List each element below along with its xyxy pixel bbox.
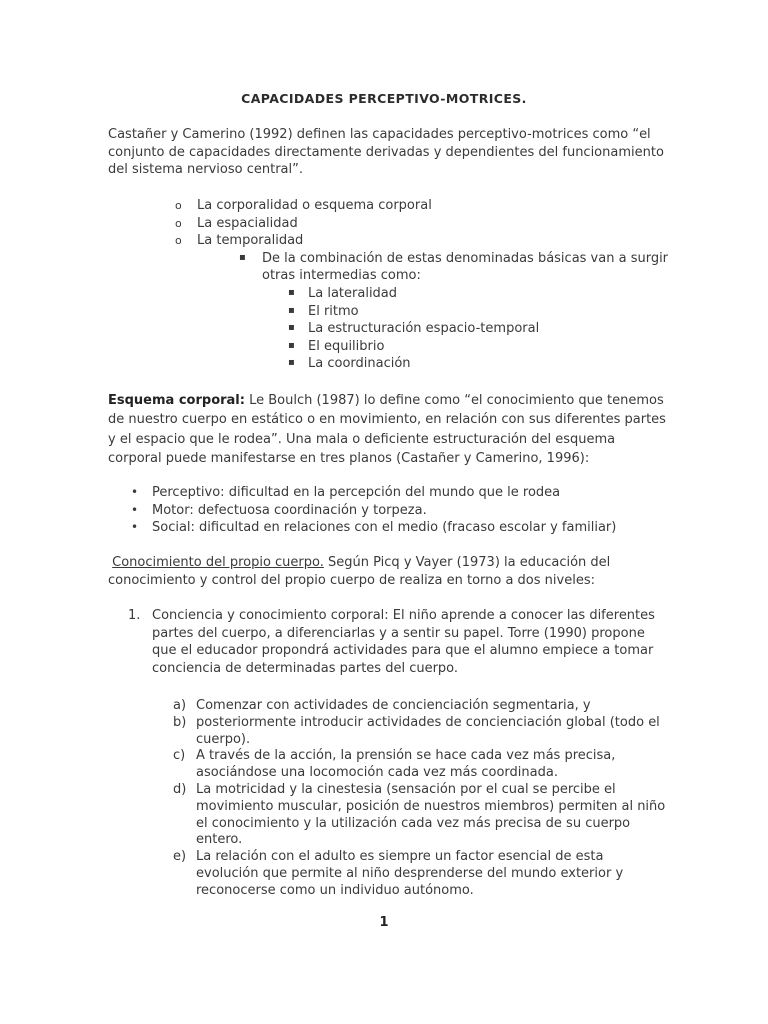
list-item: ▪ De la combinación de estas denominadas básicas van a surgir otras intermedias como: ▪ La lateralidad ▪ El ritmo ▪ La estructuración espacio-temporal ▪ El equilibrio ▪ La coordinación [240,250,696,373]
levels-list [128,607,668,677]
list-item: ▪ La coordinación [288,356,411,372]
square-bullet-icon: ▪ [288,339,295,351]
page-title: CAPACIDADES PERCEPTIVO-MOTRICES. [241,91,527,106]
list-item: b) posteriormente introducir actividades de concienciación global (todo el cuerpo). [173,714,660,747]
list-item: o La corporalidad o esquema corporal [175,198,432,213]
list-item: ▪ El ritmo [288,303,359,319]
esquema-corporal-paragraph [108,391,668,468]
list-item: ▪ La estructuración espacio-temporal [288,321,540,337]
sub-items-list [173,698,668,900]
intro-paragraph [108,126,668,179]
circle-bullet-icon: o [175,216,182,230]
esquema-text: Le Boulch (1987) lo define como “el conocimiento que tenemos de nuestro cuerpo en estático o en movimiento, en relación con sus diferentes partes y el espacio que le rodea”. Una mala o deficiente estructuración del esquema corporal puede manifestarse en tres planos (Castañer y Camerino, 1996): [108,393,666,466]
conocimiento-heading: Conocimiento del propio cuerpo. [112,555,324,570]
square-bullet-icon: ▪ [288,304,295,316]
dot-bullet-icon: • [131,502,139,517]
square-bullet-icon: ▪ [288,322,295,334]
intro-text: Castañer y Camerino (1992) definen las capacidades perceptivo-motrices como “el conjunto de capacidades directamente derivadas y dependientes del funcionamiento del sistema nervioso central”. [108,127,664,178]
list-item: e) La relación con el adulto es siempre un factor esencial de esta evolución que permite al niño desprenderse del mundo exterior y reconocerse como un individuo autónomo. [173,849,624,898]
conocimiento-text: Según Picq y Vayer (1973) la educación del conocimiento y control del propio cuerpo de realiza en torno a dos niveles: [108,555,611,588]
list-item: • Social: dificultad en relaciones con el medio (fracaso escolar y familiar) [131,520,617,536]
basic-capacities-list [176,197,696,373]
list-item: ▪ El equilibrio [288,338,385,354]
conocimiento-paragraph [108,554,668,590]
list-item: d) La motricidad y la cinestesia (sensación por el cual se percibe el movimiento muscular, posición de nuestros miembros) permiten al niño el conocimiento y la utilización cada vez más precisa de su cuerpo entero. [173,781,666,848]
list-item [128,607,668,677]
list-item: o La temporalidad ▪ De la combinación de estas denominadas básicas van a surgir otras intermedias como: ▪ La lateralidad ▪ El ritmo ▪ La estructuración espacio-temporal ▪ El equilibrio ▪ La coordinación [176,232,696,373]
dot-bullet-icon: • [131,520,139,535]
esquema-term: Esquema corporal: [108,393,245,408]
list-item: ▪ La lateralidad [288,285,398,301]
list-item: c) A través de la acción, la prensión se hace cada vez más precisa, asociándose una locomoción cada vez más coordinada. [173,748,616,781]
item-text: Conciencia y conocimiento corporal: El niño aprende a conocer las diferentes partes del cuerpo, a diferenciarlas y a sentir su papel. Torre (1990) propone que el educador propondrá actividades para que el alumno empiece a tomar conciencia de determinadas partes del cuerpo. [152,608,655,676]
list-item: • Perceptivo: dificultad en la percepción del mundo que le rodea [131,485,561,500]
planes-list [129,484,689,537]
list-item: a) Comenzar con actividades de concienciación segmentaria, y [173,698,591,713]
list-item: o La espacialidad [175,215,298,231]
list-item: • Motor: defectuosa coordinación y torpeza. [131,502,427,518]
page-number: 1 [379,915,389,930]
square-bullet-icon: ▪ [288,357,295,369]
circle-bullet-icon: o [175,199,182,212]
item-number: 1. [128,608,141,623]
square-bullet-icon: ▪ [239,251,246,263]
circle-bullet-icon: o [175,234,182,248]
square-bullet-icon: ▪ [288,286,295,298]
dot-bullet-icon: • [131,485,139,499]
